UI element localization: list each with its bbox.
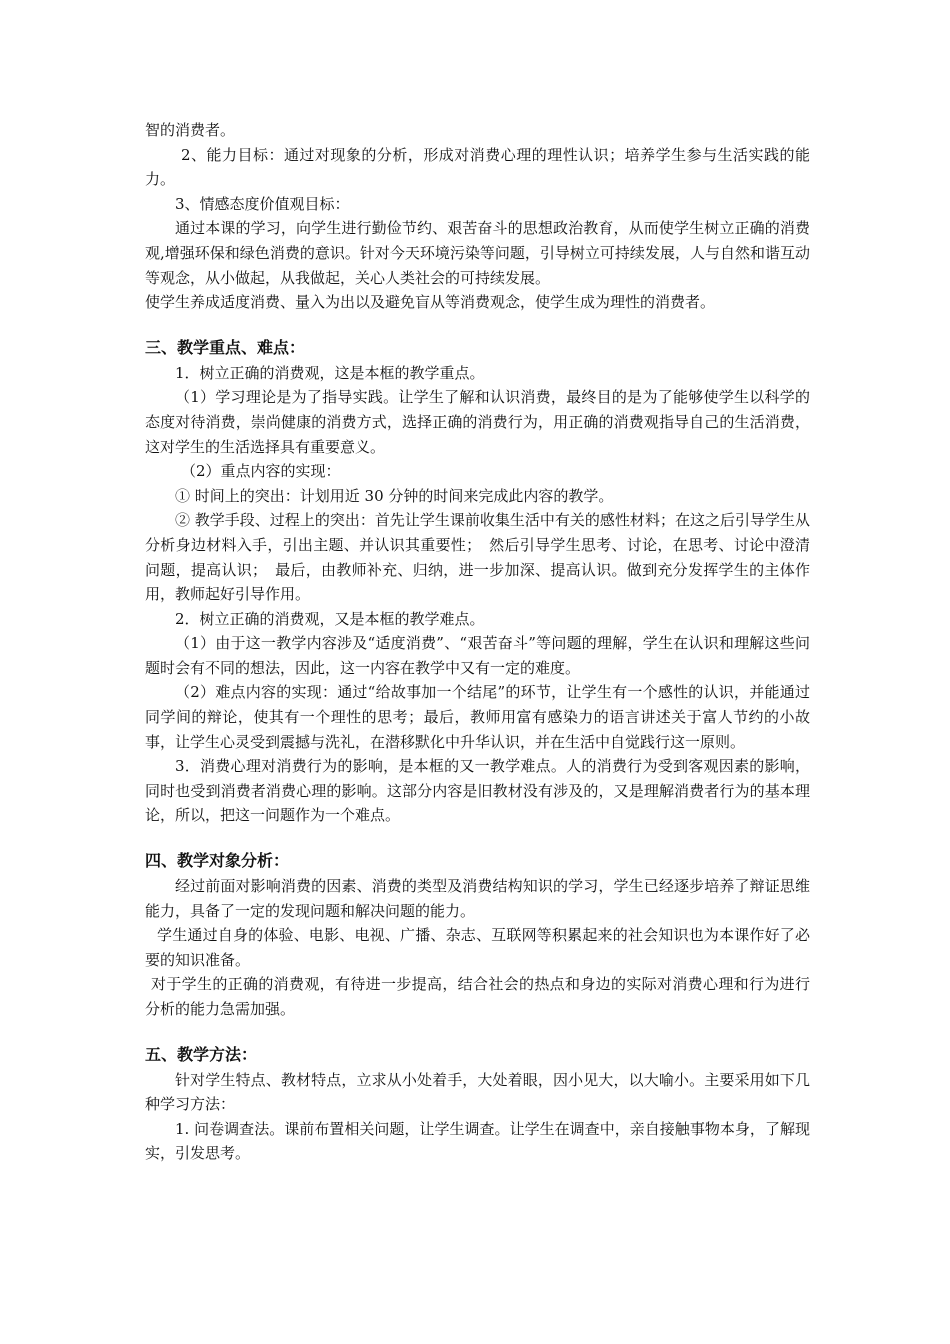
- section-heading: 五、教学方法：: [145, 1044, 258, 1064]
- paragraph: 经过前面对影响消费的因素、消费的类型及消费结构知识的学习，学生已经逐步培养了辩证思维能力，具备了一定的发现问题和解决问题的能力。: [145, 877, 810, 920]
- paragraph: 对于学生的正确的消费观，有待进一步提高，结合社会的热点和身边的实际对消费心理和行为进行分析的能力急需加强。: [145, 975, 810, 1018]
- paragraph: 1．树立正确的消费观，这是本框的教学重点。: [175, 363, 485, 382]
- paragraph: 3、情感态度价值观目标：: [175, 194, 350, 213]
- paragraph: 3．消费心理对消费行为的影响，是本框的又一教学难点。人的消费行为受到客观因素的影响，同时也受到消费者消费心理的影响。这部分内容是旧教材没有涉及的，又是理解消费者行为的基本理论，所以，把这一问题作为一个难点。: [145, 757, 810, 825]
- paragraph: （2）重点内容的实现：: [181, 462, 341, 481]
- paragraph: 学生通过自身的体验、电影、电视、广播、杂志、互联网等积累起来的社会知识也为本课作好了必要的知识准备。: [145, 926, 810, 969]
- section-heading: 三、教学重点、难点：: [145, 337, 306, 357]
- paragraph: ① 时间上的突出：计划用近 30 分钟的时间来完成此内容的教学。: [175, 486, 614, 505]
- paragraph: （2）难点内容的实现：通过“给故事加一个结尾”的环节，让学生有一个感性的认识，并能通过同学间的辩论，使其有一个理性的思考；最后，教师用富有感染力的语言讲述关于富人节约的小故事，让学生心灵受到震撼与洗礼，在潜移默化中升华认识，并在生活中自觉践行这一原则。: [145, 683, 810, 751]
- paragraph: ② 教学手段、过程上的突出：首先让学生课前收集生活中有关的感性材料；在这之后引导学生从分析身边材料入手，引出主题、并认识其重要性； 然后引导学生思考、讨论，在思考、讨论中澄清问题，提高认识； 最后，由教师补充、归纳，进一步加深、提高认识。做到充分发挥学生的主体作用，教师起好引导作用。: [145, 511, 810, 604]
- paragraph: （1）由于这一教学内容涉及“适度消费”、“艰苦奋斗”等问题的理解，学生在认识和理解这些问题时会有不同的想法，因此，这一内容在教学中又有一定的难度。: [145, 634, 810, 677]
- paragraph: 通过本课的学习，向学生进行勤俭节约、艰苦奋斗的思想政治教育，从而使学生树立正确的消费观,增强环保和绿色消费的意识。针对今天环境污染等问题，引导树立可持续发展，人与自然和谐互动等观念，从小做起，从我做起，关心人类社会的可持续发展。: [145, 219, 810, 287]
- paragraph: 针对学生特点、教材特点，立求从小处着手，大处着眼，因小见大，以大喻小。主要采用如下几种学习方法：: [145, 1070, 810, 1114]
- section-heading: 四、教学对象分析：: [145, 851, 290, 871]
- paragraph: 使学生养成适度消费、量入为出以及避免盲从等消费观念，使学生成为理性的消费者。: [145, 293, 716, 312]
- paragraph: 智的消费者。: [145, 121, 236, 139]
- paragraph: 1. 问卷调查法。课前布置相关问题，让学生调查。让学生在调查中，亲自接触事物本身，了解现实，引发思考。: [145, 1119, 810, 1163]
- paragraph: （1）学习理论是为了指导实践。让学生了解和认识消费，最终目的是为了能够使学生以科学的态度对待消费，崇尚健康的消费方式，选择正确的消费行为，用正确的消费观指导自己的生活消费，这对学生的生活选择具有重要意义。: [145, 388, 810, 456]
- paragraph: 2．树立正确的消费观，又是本框的教学难点。: [175, 609, 485, 628]
- document-body: [145, 118, 810, 1166]
- paragraph: 2、能力目标：通过对现象的分析，形成对消费心理的理性认识；培养学生参与生活实践的能力。: [145, 145, 810, 189]
